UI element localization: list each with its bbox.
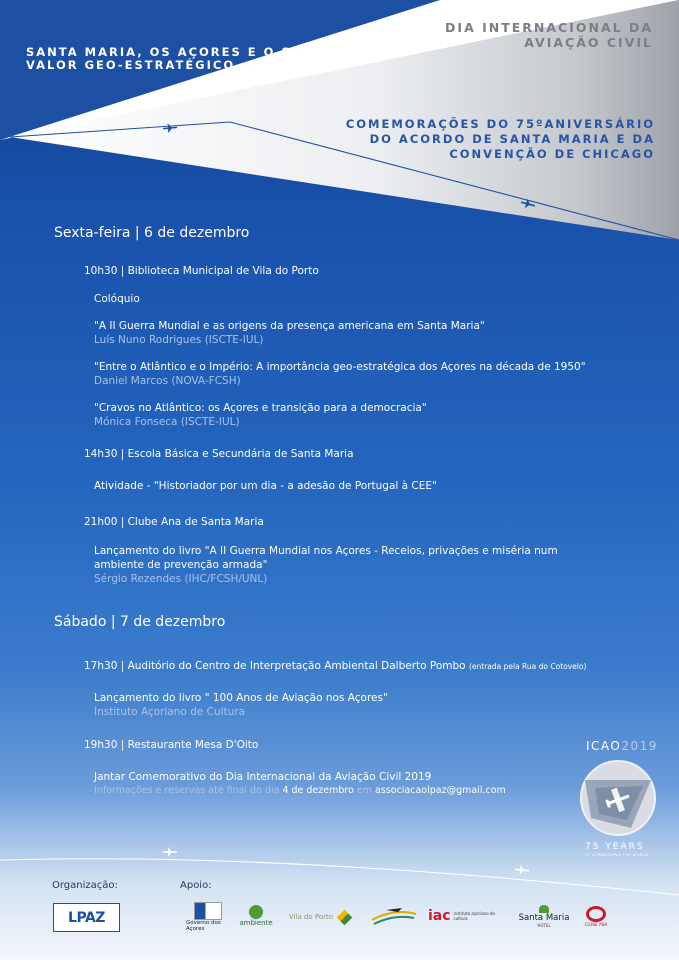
iac-logo-text: iac xyxy=(428,908,451,924)
aviation-logo xyxy=(368,900,420,930)
plane-icon xyxy=(515,864,530,875)
santa-maria-logo-text: Santa Maria xyxy=(518,912,570,923)
governo-acores-logo xyxy=(186,902,230,932)
ambiente-logo xyxy=(238,900,274,932)
clube-ana-emblem-icon xyxy=(586,906,606,922)
friday-event-1-time: 10h30 | Biblioteca Municipal de Vila do Porto xyxy=(84,265,319,277)
event-title-line-1: DIA INTERNACIONAL DA xyxy=(445,20,653,35)
saturday-event-1-venue: 17h30 | Auditório do Centro de Interpretação Ambiental Dalberto Pombo xyxy=(84,660,466,672)
palm-icon xyxy=(539,905,549,913)
main-title-line-1: SANTA MARIA, OS AÇORES E O SEU xyxy=(26,45,313,59)
support-label: Apoio: xyxy=(180,880,212,891)
friday-heading: Sexta-feira | 6 de dezembro xyxy=(54,225,250,241)
icao-label xyxy=(586,739,658,753)
commemoration-line-3: CONVENÇÃO DE CHICAGO xyxy=(449,147,655,161)
governo-logo-text: Governo dos Açores xyxy=(186,920,221,932)
plane-icon xyxy=(368,900,420,930)
info-text: Informações e reservas até final do dia xyxy=(94,785,283,796)
talk-1-speaker: Luís Nuno Rodrigues (ISCTE-IUL) xyxy=(94,334,264,346)
talk-2-speaker: Daniel Marcos (NOVA-FCSH) xyxy=(94,375,241,387)
saturday-event-1-note: (entrada pela Rua do Cotovelo) xyxy=(468,662,587,671)
icao-text: ICAO xyxy=(586,739,622,753)
flag-icon xyxy=(194,902,222,920)
commemoration-line-2: DO ACORDO DE SANTA MARIA E DA xyxy=(369,132,655,146)
lpaz-logo xyxy=(53,903,120,932)
icao-tagline: OF CONNECTING THE WORLD xyxy=(585,853,649,857)
plane-icon xyxy=(163,847,177,857)
iac-logo-subtext: instituto açoriano de cultura xyxy=(453,911,495,921)
diamond-icon xyxy=(337,909,353,925)
info-email-link[interactable]: associacaolpaz@gmail.com xyxy=(375,785,506,796)
icao-year: 2019 xyxy=(621,739,658,753)
icao-emblem xyxy=(579,758,657,840)
talk-2-title: "Entre o Atlântico e o Império: A importância geo-estratégica dos Açores na década de 1950" xyxy=(94,361,586,373)
saturday-event-1-description: Lançamento do livro " 100 Anos de Aviação nos Açores" xyxy=(94,692,388,704)
saturday-heading: Sábado | 7 de dezembro xyxy=(54,614,226,630)
event-title-line-2: AVIAÇÃO CIVIL xyxy=(524,35,653,50)
icao-years-text: 75 YEARS xyxy=(585,842,645,852)
info-date: 4 de dezembro xyxy=(282,785,354,796)
info-text-2: em xyxy=(353,785,376,796)
vila-porto-logo-text: Vila do Porto xyxy=(288,913,334,921)
vila-do-porto-logo xyxy=(282,907,357,927)
lpaz-logo-text: LPAZ xyxy=(68,909,105,926)
friday-event-3-description-2: ambiente de prevenção armada" xyxy=(94,559,268,571)
santa-maria-logo-subtext: HOTEL xyxy=(537,922,551,928)
saturday-event-1-time xyxy=(84,660,586,672)
ambiente-logo-text: ambiente xyxy=(239,919,273,927)
saturday-event-1-organizer: Instituto Açoriano de Cultura xyxy=(94,706,246,718)
friday-event-3-time: 21h00 | Clube Ana de Santa Maria xyxy=(84,516,264,528)
talk-1-title: "A II Guerra Mundial e as origens da presença americana em Santa Maria" xyxy=(94,320,485,332)
clube-ana-logo xyxy=(581,900,611,932)
friday-event-3-description-1: Lançamento do livro "A II Guerra Mundial nos Açores - Receios, privações e miséria num xyxy=(94,545,558,557)
friday-event-2-time: 14h30 | Escola Básica e Secundária de Santa Maria xyxy=(84,448,354,460)
main-title-line-2: VALOR GEO-ESTRATÉGICO xyxy=(26,58,236,72)
saturday-event-2-time: 19h30 | Restaurante Mesa D'Oito xyxy=(84,739,259,751)
organization-label: Organização: xyxy=(52,880,118,891)
tree-icon xyxy=(249,905,263,919)
talk-3-title: "Cravos no Atlântico: os Açores e transição para a democracia" xyxy=(94,402,427,414)
friday-event-1-type: Colóquio xyxy=(94,293,140,305)
saturday-event-2-description: Jantar Comemorativo do Dia Internacional da Aviação Civil 2019 xyxy=(94,771,432,783)
saturday-event-2-info xyxy=(94,785,506,796)
santa-maria-hotel-logo xyxy=(513,900,575,932)
iac-logo xyxy=(428,905,508,927)
friday-event-2-description: Atividade - "Historiador por um dia - a adesão de Portugal à CEE" xyxy=(94,480,437,492)
friday-event-3-author: Sérgio Rezendes (IHC/FCSH/UNL) xyxy=(94,573,268,585)
talk-3-speaker: Mónica Fonseca (ISCTE-IUL) xyxy=(94,416,240,428)
commemoration-line-1: COMEMORAÇÕES DO 75ºANIVERSÁRIO xyxy=(345,117,655,131)
clube-ana-logo-text: CLUBE ANA xyxy=(584,921,608,927)
